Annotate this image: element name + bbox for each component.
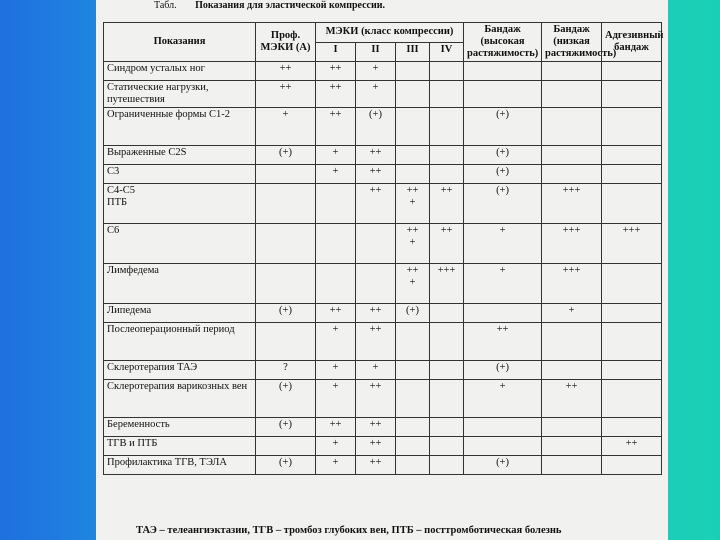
header-bandage-high: Бандаж (высокая растяжимость) — [464, 23, 542, 62]
value-cell — [256, 184, 316, 224]
value-cell — [430, 165, 464, 184]
header-indication: Показания — [104, 23, 256, 62]
value-cell: ++ — [356, 184, 396, 224]
table-row — [104, 456, 662, 475]
header-adhesive: Адгезивный бандаж — [602, 23, 662, 62]
value-cell: ++ — [356, 437, 396, 456]
value-cell — [602, 108, 662, 146]
value-cell — [430, 361, 464, 380]
value-cell — [542, 456, 602, 475]
value-cell: ++ + — [396, 264, 430, 304]
value-cell: + — [316, 437, 356, 456]
value-cell: (+) — [464, 184, 542, 224]
header-bandage-low: Бандаж (низкая растяжимость) — [542, 23, 602, 62]
value-cell: +++ — [542, 184, 602, 224]
indication-cell: Профилактика ТГВ, ТЭЛА — [104, 456, 256, 475]
header-row — [104, 23, 662, 43]
indication-cell: Беременность — [104, 418, 256, 437]
value-cell — [602, 361, 662, 380]
value-cell: ++ — [602, 437, 662, 456]
value-cell — [602, 165, 662, 184]
value-cell — [396, 361, 430, 380]
value-cell: ++ — [356, 456, 396, 475]
value-cell — [256, 224, 316, 264]
value-cell: ++ — [356, 146, 396, 165]
value-cell — [396, 418, 430, 437]
value-cell — [542, 361, 602, 380]
value-cell — [542, 418, 602, 437]
value-cell: + — [316, 361, 356, 380]
value-cell — [256, 264, 316, 304]
table-row — [104, 380, 662, 418]
value-cell — [396, 323, 430, 361]
value-cell — [396, 437, 430, 456]
table-caption — [154, 0, 385, 11]
indication-cell: Послеоперационный период — [104, 323, 256, 361]
value-cell: ++ — [542, 380, 602, 418]
value-cell: ++ — [316, 108, 356, 146]
value-cell — [430, 108, 464, 146]
value-cell — [356, 264, 396, 304]
table-row — [104, 361, 662, 380]
value-cell: + — [464, 380, 542, 418]
value-cell: ++ — [356, 323, 396, 361]
value-cell — [464, 418, 542, 437]
value-cell — [396, 62, 430, 81]
value-cell: (+) — [464, 146, 542, 165]
value-cell: ++ — [356, 418, 396, 437]
value-cell — [396, 108, 430, 146]
value-cell: + — [356, 361, 396, 380]
indication-cell: Склеротерапия ТАЭ — [104, 361, 256, 380]
table-row — [104, 304, 662, 323]
value-cell: (+) — [396, 304, 430, 323]
value-cell: ? — [256, 361, 316, 380]
header-class-2: II — [356, 42, 396, 62]
value-cell: +++ — [430, 264, 464, 304]
value-cell — [430, 81, 464, 108]
value-cell: + — [464, 224, 542, 264]
table-row — [104, 264, 662, 304]
value-cell: ++ — [356, 165, 396, 184]
table-row — [104, 108, 662, 146]
value-cell — [396, 81, 430, 108]
value-cell — [316, 224, 356, 264]
value-cell — [256, 165, 316, 184]
value-cell — [396, 146, 430, 165]
indication-cell: Выраженные C2S — [104, 146, 256, 165]
value-cell: ++ — [430, 184, 464, 224]
value-cell — [256, 437, 316, 456]
value-cell: + — [316, 456, 356, 475]
table-row — [104, 146, 662, 165]
value-cell: ++ — [356, 304, 396, 323]
value-cell — [430, 323, 464, 361]
value-cell: (+) — [256, 418, 316, 437]
header-class-1: I — [316, 42, 356, 62]
value-cell: (+) — [464, 361, 542, 380]
value-cell — [602, 380, 662, 418]
value-cell — [430, 380, 464, 418]
value-cell — [542, 146, 602, 165]
header-meki: МЭКИ (класс компрессии) — [316, 23, 464, 43]
document-page — [96, 0, 668, 540]
value-cell — [602, 81, 662, 108]
value-cell — [430, 456, 464, 475]
table-row — [104, 224, 662, 264]
table-row — [104, 418, 662, 437]
header-class-3: III — [396, 42, 430, 62]
value-cell — [430, 437, 464, 456]
value-cell: (+) — [256, 456, 316, 475]
indication-cell: C4-C5 ПТБ — [104, 184, 256, 224]
indication-cell: Статические нагрузки, путешествия — [104, 81, 256, 108]
value-cell — [542, 165, 602, 184]
table-row — [104, 437, 662, 456]
value-cell: + — [256, 108, 316, 146]
table-row — [104, 81, 662, 108]
value-cell: +++ — [542, 264, 602, 304]
caption-label: Табл. — [154, 0, 177, 11]
value-cell — [430, 418, 464, 437]
value-cell: + — [316, 165, 356, 184]
value-cell — [602, 146, 662, 165]
value-cell — [256, 323, 316, 361]
value-cell — [464, 437, 542, 456]
value-cell — [396, 380, 430, 418]
value-cell: + — [316, 146, 356, 165]
indication-cell: Лимфедема — [104, 264, 256, 304]
value-cell: ++ + — [396, 224, 430, 264]
value-cell: ++ — [356, 380, 396, 418]
value-cell — [430, 304, 464, 323]
value-cell — [316, 264, 356, 304]
table-row — [104, 165, 662, 184]
value-cell: (+) — [356, 108, 396, 146]
value-cell: ++ — [316, 62, 356, 81]
value-cell — [464, 62, 542, 81]
value-cell — [602, 184, 662, 224]
value-cell — [542, 323, 602, 361]
value-cell: ++ — [256, 62, 316, 81]
value-cell: + — [356, 81, 396, 108]
value-cell: ++ — [256, 81, 316, 108]
header-class-4: IV — [430, 42, 464, 62]
indication-cell: C3 — [104, 165, 256, 184]
value-cell — [464, 304, 542, 323]
value-cell: ++ — [316, 418, 356, 437]
value-cell — [602, 62, 662, 81]
value-cell — [602, 418, 662, 437]
value-cell — [356, 224, 396, 264]
value-cell — [464, 81, 542, 108]
value-cell — [430, 146, 464, 165]
value-cell: (+) — [256, 146, 316, 165]
value-cell: + — [356, 62, 396, 81]
value-cell — [316, 184, 356, 224]
value-cell — [602, 264, 662, 304]
indication-cell: C6 — [104, 224, 256, 264]
value-cell: + — [316, 323, 356, 361]
value-cell — [602, 456, 662, 475]
value-cell — [542, 62, 602, 81]
value-cell: (+) — [464, 108, 542, 146]
value-cell: (+) — [256, 380, 316, 418]
value-cell — [602, 304, 662, 323]
indication-cell: Синдром усталых ног — [104, 62, 256, 81]
indication-cell: Липедема — [104, 304, 256, 323]
value-cell: ++ — [464, 323, 542, 361]
value-cell — [396, 165, 430, 184]
value-cell — [542, 437, 602, 456]
value-cell: (+) — [464, 456, 542, 475]
value-cell: ++ + — [396, 184, 430, 224]
value-cell: + — [464, 264, 542, 304]
table-row — [104, 184, 662, 224]
indication-cell: Склеротерапия варикозных вен — [104, 380, 256, 418]
value-cell: ++ — [430, 224, 464, 264]
value-cell — [430, 62, 464, 81]
value-cell: +++ — [602, 224, 662, 264]
table-row — [104, 323, 662, 361]
value-cell: ++ — [316, 81, 356, 108]
indications-table — [103, 22, 662, 475]
header-prof: Проф. МЭКИ (А) — [256, 23, 316, 62]
value-cell: + — [316, 380, 356, 418]
value-cell: +++ — [542, 224, 602, 264]
value-cell — [396, 456, 430, 475]
value-cell — [542, 81, 602, 108]
value-cell: ++ — [316, 304, 356, 323]
value-cell — [542, 108, 602, 146]
footnote: ТАЭ – телеангиэктазии, ТГВ – тромбоз глубоких вен, ПТБ – посттромботическая болезнь — [136, 525, 562, 536]
table-row — [104, 62, 662, 81]
caption-title: Показания для эластической компрессии. — [195, 0, 385, 11]
value-cell: + — [542, 304, 602, 323]
indication-cell: ТГВ и ПТБ — [104, 437, 256, 456]
value-cell: (+) — [256, 304, 316, 323]
value-cell: (+) — [464, 165, 542, 184]
indication-cell: Ограниченные формы C1-2 — [104, 108, 256, 146]
value-cell — [602, 323, 662, 361]
